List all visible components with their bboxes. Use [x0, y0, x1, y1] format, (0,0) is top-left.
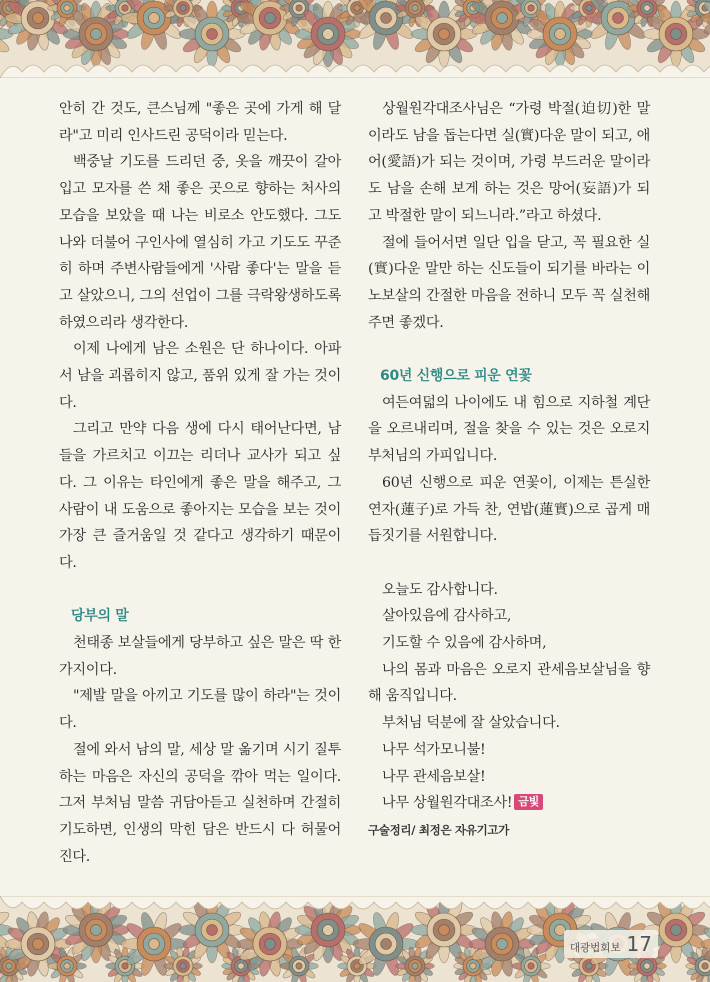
top-decorative-border [0, 0, 710, 78]
paragraph: 절에 와서 남의 말, 세상 말 옮기며 시기 질투하는 마음은 자신의 공덕을 깎아 먹는 일이다. 그저 부처님 말씀 귀담아듣고 실천하며 간절히 기도하면, 인생의 막힌 담은 반드시 다 허물어진다. [59, 741, 341, 865]
paragraph: 이제 나에게 남은 소원은 단 하나이다. 아파서 남을 괴롭히지 않고, 품위 있게 잘 가는 것이다. [59, 341, 341, 411]
paragraph: 그리고 만약 다음 생에 다시 태어난다면, 남들을 가르치고 이끄는 리더나 교사가 되고 싶다. 그 이유는 타인에게 좋은 말을 해주고, 그 사람이 내 도움으로 좋아지는 모습을 보는 것이 가장 큰 즐거움일 것 같다고 생각하기 때문이다. [59, 421, 341, 571]
paragraph: 60년 신행으로 피운 연꽃이, 이제는 튼실한 연자(蓮子)로 가득 찬, 연밥(蓮實)으로 곱게 매듭짓기를 서원합니다. [368, 474, 650, 545]
paragraph: 상월원각대조사님은 “가령 박절(迫切)한 말이라도 남을 돕는다면 실(實)다운 말이 되고, 애어(愛語)가 되는 것이며, 가령 부드러운 말이라도 남을 손해 보게 하는 것은 망어(妄語)가 되고 박절한 말이 되느니라.”라고 하셨다. [368, 101, 650, 224]
section-heading: 60년 신행으로 피운 연꽃 [380, 368, 532, 385]
page-footer [564, 930, 658, 958]
paragraph: 여든여덟의 나이에도 내 힘으로 지하철 계단을 오르내리며, 절을 찾을 수 있는 것은 오로지 부처님의 가피입니다. [368, 394, 650, 465]
paragraph: 천태종 보살들에게 당부하고 싶은 말은 딱 한 가지이다. [59, 635, 341, 678]
publication-name: 대광법회보 [569, 942, 621, 954]
verse-text: 나무 상월원각대조사! [382, 795, 513, 812]
section-gap [368, 550, 650, 577]
verse-line: 오늘도 감사합니다. [382, 581, 498, 598]
section-heading: 당부의 말 [71, 608, 129, 625]
verse-line: 부처님 덕분에 잘 살았습니다. [382, 715, 560, 732]
section-gap [59, 577, 341, 604]
paragraph: 백중날 기도를 드리던 중, 옷을 깨끗이 갈아입고 모자를 쓴 채 좋은 곳으로 향하는 처사의 모습을 보았을 때 나는 비로소 안도했다. 그도 나와 더불어 구인사에 열심히 가고 기도도 꾸준히 하며 주변사람들에게 '사람 좋다'는 말을 듣고 살았으니, 그의 선업이 그를 극락왕생하도록 하였으리라 생각한다. [59, 154, 341, 331]
verse-line: 살아있음에 감사하고, [382, 608, 512, 625]
author-credit: 구술정리/ 최정은 자유기고가 [368, 822, 510, 837]
left-column [59, 96, 341, 870]
end-mark-badge: 금빛 [514, 794, 543, 810]
verse-line: 나무 관세음보살! [382, 768, 486, 785]
page-number: 17 [626, 932, 652, 956]
verse-line: 기도할 수 있음에 감사하며, [382, 635, 547, 652]
paragraph: 안히 간 것도, 큰스님께 "좋은 곳에 가게 해 달라"고 미리 인사드린 공덕이라 믿는다. [59, 101, 341, 144]
paragraph: "제발 말을 아끼고 기도를 많이 하라"는 것이다. [59, 688, 341, 732]
paragraph: 절에 들어서면 일단 입을 닫고, 꼭 필요한 실(實)다운 말만 하는 신도들이 되기를 바라는 이 노보살의 간절한 마음을 전하니 모두 꼭 실천해 주면 좋겠다. [368, 234, 650, 331]
verse-line: 나의 몸과 마음은 오로지 관세음보살님을 향해 움직입니다. [368, 661, 650, 705]
section-gap [368, 336, 650, 363]
verse-line [368, 790, 650, 817]
verse-line: 나무 석가모니불! [382, 741, 486, 758]
right-column [368, 96, 650, 844]
